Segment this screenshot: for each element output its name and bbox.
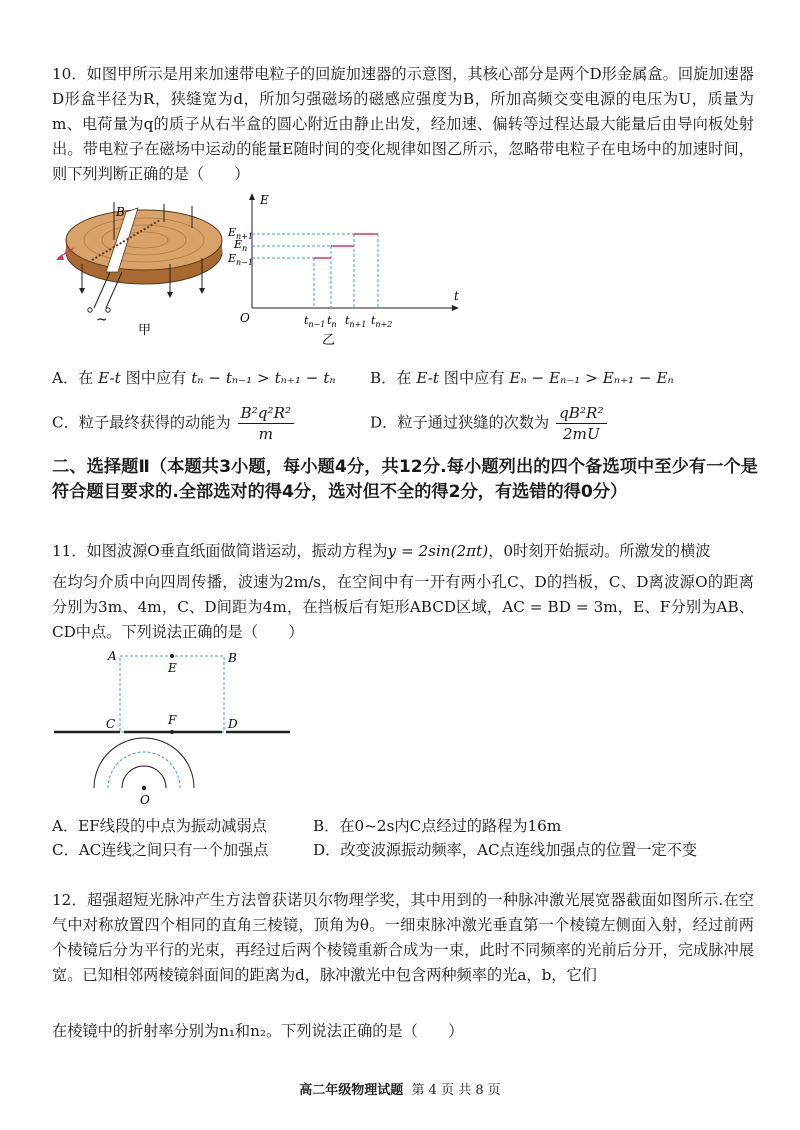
caption-yi: 乙 [322, 333, 336, 348]
q10-option-c[interactable] [52, 403, 296, 444]
q11-option-d[interactable]: D．改变波源振动频率，AC点连线加强点的位置一定不变 [313, 841, 698, 859]
q10-stem: 10．如图甲所示是用来加速带电粒子的回旋加速器的示意图，其核心部分是两个D形金属盒。回旋加速器D形盒半径为R，狭缝宽为d，所加匀强磁场的磁感应强度为B，所加高频交变电源的电压为U，质量为m、电荷量为q的质子从右半盒的圆心附近由静止出发，经加速、偏转等过程达最大能量后由导向板处射出。带电粒子在磁场中运动的能量E随时间的变化规律如图乙所示，忽略带电粒子在电场中的加速时间，则下列判断正确的是（ ） [52, 65, 754, 183]
terminal [88, 308, 92, 312]
dee-top [66, 210, 222, 270]
ac-source-symbol: ~ [96, 312, 108, 328]
option-a-graph: E-t [98, 369, 121, 387]
t-label-n: $t_n$ [327, 314, 337, 329]
option-b-graph: E-t [416, 369, 439, 387]
q11-equation: y = 2sin(2πt) [387, 542, 489, 560]
footer-page: 第 4 页 共 8 页 [411, 1083, 501, 1098]
q10-option-d[interactable] [370, 403, 609, 444]
frac-num: qB²R² [556, 403, 607, 424]
q12-last-line: 在棱镜中的折射率分别为n₁和n₂。下列说法正确的是（ ） [52, 1022, 464, 1040]
e-label-n-minus-1: $E_{n-1}$ [228, 252, 253, 267]
point-e [170, 654, 174, 658]
label-c: C [106, 717, 116, 731]
option-a-expr: tₙ − tₙ₋₁ > tₙ₊₁ − tₙ [191, 369, 336, 387]
q10-option-a[interactable] [52, 367, 336, 388]
q11-option-a[interactable]: A．EF线段的中点为振动减弱点 [52, 817, 267, 835]
axis-label-e: E [260, 193, 269, 207]
fig-jia-cyclotron [52, 200, 232, 345]
label-d: D [228, 717, 238, 731]
e-label-n: $E_n$ [234, 238, 248, 253]
q12-stem: 12．超强超短光脉冲产生方法曾获诺贝尔物理学奖，其中用到的一种脉冲激光展宽器截面如图所示.在空气中对称放置四个相同的直角三棱镜，顶角为θ。一细束脉冲激光垂直第一个棱镜左侧面入射，经过前两个棱镜后分为平行的光束，再经过后两个棱镜重新合成为一束，此时不同频率的光前后分开，完成脉冲展宽。已知相邻两棱镜斜面间的距离为d，脉冲激光中包含两种频率的光a，b，它们 [52, 891, 754, 984]
footer-title: 高二年级物理试题 [299, 1083, 404, 1098]
point-f [170, 730, 174, 734]
option-a-prefix: A．在 [52, 369, 99, 387]
page-footer [0, 1079, 800, 1098]
t-label-n-plus-2: $t_{n+2}$ [371, 314, 393, 329]
frac-den: m [258, 425, 274, 443]
dashed-guides [252, 234, 378, 308]
option-c-text: C．粒子最终获得的动能为 [52, 413, 231, 432]
origin-label: O [240, 311, 250, 325]
point-o [142, 786, 146, 790]
fig-q11-barrier [52, 648, 312, 810]
option-b-prefix: B．在 [370, 369, 417, 387]
section-2-heading: 二、选择题Ⅱ（本题共3小题，每小题4分，共12分.每小题列出的四个备选项中至少有一个是符合题目要求的.全部选对的得4分，选对但不全的得2分，有选错的得0分） [52, 457, 758, 502]
option-d-fraction [556, 403, 607, 444]
option-d-text: D．粒子通过狭缝的次数为 [370, 413, 550, 432]
label-b: B [116, 205, 125, 219]
q11-line1-tail: ，0时刻开始振动。所激发的横波 [488, 542, 711, 560]
option-a-mid: 图中应有 [120, 369, 192, 387]
fig-yi-e-t-graph [228, 190, 478, 350]
label-e: E [168, 661, 177, 675]
label-f: F [168, 713, 177, 727]
q11-line1 [52, 540, 710, 561]
option-c-fraction [238, 403, 295, 444]
caption-jia: 甲 [138, 323, 152, 338]
option-b-expr: Eₙ − Eₙ₋₁ > Eₙ₊₁ − Eₙ [509, 369, 674, 387]
label-b: B [228, 651, 237, 665]
wavefront-middle [108, 752, 180, 788]
frac-den: 2mU [562, 425, 600, 443]
axis-label-t: t [454, 289, 459, 303]
q11-option-c[interactable]: C．AC连线之间只有一个加强点 [52, 841, 269, 859]
label-a: A [108, 649, 117, 663]
wavefront-inner [122, 766, 166, 788]
q11-line1-text: 11．如图波源O垂直纸面做简谐运动，振动方程为 [52, 542, 388, 560]
t-label-n-minus-1: $t_{n-1}$ [304, 314, 326, 329]
q11-stem: 在均匀介质中向四周传播，波速为2m/s，在空间中有一开有两小孔C、D的挡板，C、D离波源O的距离分别为3m、4m，C、D间距为4m，在挡板后有矩形ABCD区域，AC = BD = 3m，E、F分别为AB、CD中点。下列说法正确的是（ ） [52, 573, 754, 641]
q10-option-b[interactable] [370, 367, 674, 388]
t-label-n-plus-1: $t_{n+1}$ [345, 314, 367, 329]
label-o: O [140, 793, 150, 807]
option-b-mid: 图中应有 [438, 369, 510, 387]
q11-option-b[interactable]: B．在0~2s内C点经过的路程为16m [313, 817, 562, 835]
e-label-n-plus-1: $E_{n+1}$ [228, 226, 253, 241]
frac-num: B²q²R² [238, 403, 295, 424]
